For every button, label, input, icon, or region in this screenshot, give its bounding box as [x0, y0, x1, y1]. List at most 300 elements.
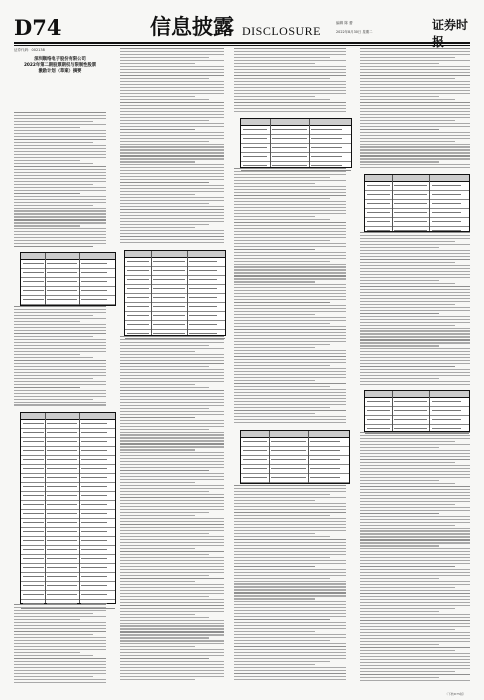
table-row: [241, 153, 351, 162]
table-cell: [127, 333, 149, 334]
text-line: [14, 327, 106, 328]
text-line: [234, 589, 346, 590]
text-line: [360, 132, 470, 133]
table-cell: [367, 428, 390, 429]
table-cell: [127, 279, 149, 280]
table-cell: [272, 165, 307, 166]
text-line: [234, 266, 346, 267]
text-line: [360, 57, 455, 58]
text-line: [120, 185, 224, 186]
text-line: [14, 676, 93, 677]
text-line: [360, 339, 470, 340]
text-line: [360, 93, 470, 94]
table-cell: [189, 288, 217, 289]
text-line: [360, 280, 439, 281]
text-line: [14, 222, 106, 223]
table-cell: [243, 165, 267, 166]
text-line: [120, 581, 195, 582]
text-line: [234, 81, 346, 82]
table-cell: [189, 315, 217, 316]
text-line: [14, 670, 106, 671]
table-cell: [272, 147, 307, 148]
text-line: [14, 607, 106, 608]
text-line: [234, 326, 346, 327]
text-line: [234, 607, 346, 608]
text-line: [234, 105, 346, 106]
text-line: [14, 130, 106, 131]
text-line: [234, 344, 330, 345]
text-line: [14, 643, 106, 644]
table-cell: [81, 495, 107, 496]
text-line: [120, 652, 224, 653]
text-line: [120, 605, 224, 606]
text-line: [234, 398, 346, 399]
text-line: [120, 608, 224, 609]
table-cell: [394, 410, 427, 411]
text-line: [360, 75, 470, 76]
text-line: [234, 422, 346, 423]
text-line: [14, 360, 106, 361]
text-line: [360, 677, 439, 678]
text-line: [360, 135, 470, 136]
text-line: [234, 66, 346, 67]
table-cell: [243, 138, 267, 139]
table-cell: [47, 432, 77, 433]
table-cell: [310, 441, 340, 442]
text-line: [120, 479, 224, 480]
text-line: [14, 231, 106, 232]
text-line: [120, 218, 224, 219]
text-line: [120, 461, 224, 462]
text-line: [360, 533, 470, 534]
text-line: [120, 111, 224, 112]
text-line: [120, 102, 224, 103]
table-cell: [23, 290, 44, 291]
text-line: [120, 176, 224, 177]
text-line: [234, 57, 330, 58]
text-line: [120, 129, 195, 130]
text-line: [120, 405, 224, 406]
text-line: [14, 619, 80, 620]
notice-title-line: 激励计划（草案）摘要: [38, 69, 82, 74]
column-3-text: [234, 168, 346, 425]
table-row: [241, 135, 351, 144]
text-line: [360, 301, 470, 302]
text-line: [120, 354, 224, 355]
text-line: [120, 161, 195, 162]
text-line: [120, 634, 224, 635]
text-line: [360, 492, 470, 493]
table-cell: [47, 423, 77, 424]
table-cell: [432, 410, 461, 411]
table-cell: [81, 441, 107, 442]
text-line: [234, 676, 346, 677]
text-line: [360, 277, 470, 278]
text-line: [360, 590, 470, 591]
text-line: [120, 212, 224, 213]
text-line: [120, 593, 224, 594]
text-line: [234, 180, 346, 181]
text-line: [14, 667, 106, 668]
masthead-rule-thick: [14, 42, 470, 44]
table-cell: [153, 315, 185, 316]
table-row: [21, 510, 115, 519]
text-line: [234, 557, 330, 558]
table-cell: [367, 185, 390, 186]
text-line: [120, 194, 195, 195]
table-cell: [47, 576, 77, 577]
table-row: [21, 528, 115, 537]
table-row: [241, 447, 349, 456]
text-line: [360, 489, 470, 490]
text-line: [14, 342, 106, 343]
text-line: [360, 48, 470, 49]
table-cell: [272, 156, 307, 157]
table-cell: [367, 401, 390, 402]
table-row: [21, 260, 115, 269]
text-line: [360, 629, 455, 630]
table-cell: [432, 185, 461, 186]
table-cell: [311, 147, 342, 148]
text-line: [234, 341, 346, 342]
table-cell: [81, 450, 107, 451]
text-line: [360, 498, 470, 499]
text-line: [120, 563, 224, 564]
text-line: [360, 372, 470, 373]
table-cell: [271, 468, 306, 469]
table-cell: [81, 459, 107, 460]
table-cell: [81, 477, 107, 478]
stock-code: 证券代码：002138: [14, 48, 45, 52]
text-line: [360, 566, 455, 567]
table-cell: [243, 129, 267, 130]
text-line: [120, 524, 224, 525]
text-line: [360, 357, 470, 358]
text-line: [360, 330, 470, 331]
text-line: [120, 670, 224, 671]
text-line: [120, 679, 195, 680]
text-line: [120, 378, 224, 379]
table-row: [21, 537, 115, 546]
text-line: [14, 336, 93, 337]
text-line: [14, 196, 106, 197]
text-line: [234, 207, 346, 208]
table-cell: [153, 333, 185, 334]
text-line: [234, 365, 330, 366]
text-line: [234, 569, 346, 570]
text-line: [120, 120, 209, 121]
text-line: [360, 441, 455, 442]
table-row: [365, 416, 469, 425]
table-cell: [23, 576, 44, 577]
table-rule: [269, 431, 270, 483]
text-line: [120, 533, 209, 534]
table-cell: [81, 522, 107, 523]
text-line: [360, 123, 470, 124]
text-line: [120, 455, 224, 456]
text-line: [120, 539, 224, 540]
table-cell: [271, 477, 306, 478]
text-line: [14, 202, 106, 203]
text-line: [234, 177, 330, 178]
table-cell: [394, 185, 427, 186]
text-line: [234, 287, 346, 288]
text-line: [14, 682, 106, 683]
text-line: [360, 253, 470, 254]
text-line: [14, 205, 93, 206]
table-cell: [153, 297, 185, 298]
text-line: [120, 209, 224, 210]
text-line: [360, 453, 470, 454]
text-line: [234, 359, 346, 360]
table-row: [241, 438, 349, 447]
column-4-text: [360, 232, 470, 387]
text-line: [120, 429, 209, 430]
text-line: [234, 658, 346, 659]
text-line: [120, 485, 224, 486]
text-line: [14, 610, 106, 611]
text-line: [120, 482, 195, 483]
text-line: [234, 566, 315, 567]
text-line: [120, 575, 209, 576]
table-cell: [271, 459, 306, 460]
text-line: [360, 351, 470, 352]
text-line: [14, 369, 106, 370]
text-line: [14, 625, 106, 626]
text-line: [120, 557, 224, 558]
text-line: [234, 512, 346, 513]
text-line: [360, 241, 455, 242]
table-6: [364, 174, 470, 232]
text-line: [234, 314, 315, 315]
table-row: [21, 429, 115, 438]
text-line: [14, 243, 106, 244]
table-cell: [23, 585, 44, 586]
text-line: [234, 96, 315, 97]
text-line: [120, 446, 224, 447]
table-cell: [81, 423, 107, 424]
text-line: [234, 243, 346, 244]
text-line: [120, 643, 224, 644]
text-line: [360, 620, 470, 621]
text-line: [360, 665, 470, 666]
text-line: [360, 614, 470, 615]
text-line: [234, 201, 346, 202]
text-line: [120, 221, 224, 222]
text-line: [360, 522, 470, 523]
text-line: [120, 476, 224, 477]
text-line: [234, 395, 346, 396]
text-line: [234, 652, 346, 653]
text-line: [120, 596, 209, 597]
text-line: [360, 542, 470, 543]
text-line: [360, 283, 455, 284]
text-line: [360, 271, 470, 272]
text-line: [234, 401, 346, 402]
text-line: [120, 625, 224, 626]
text-line: [14, 309, 106, 310]
text-line: [120, 614, 195, 615]
text-line: [360, 435, 470, 436]
text-line: [234, 75, 346, 76]
table-rule: [392, 391, 393, 431]
table-cell: [81, 567, 107, 568]
text-line: [234, 302, 330, 303]
text-line: [360, 587, 455, 588]
table-rule: [309, 119, 310, 167]
text-line: [120, 384, 195, 385]
text-line: [234, 530, 346, 531]
text-line: [14, 390, 106, 391]
text-line: [234, 323, 330, 324]
text-line: [120, 488, 224, 489]
table-cell: [432, 221, 461, 222]
text-line: [120, 628, 224, 629]
text-line: [14, 213, 106, 214]
table-cell: [47, 495, 77, 496]
text-line: [234, 518, 346, 519]
text-line: [360, 381, 470, 382]
text-line: [234, 216, 315, 217]
text-line: [14, 237, 106, 238]
text-line: [234, 509, 346, 510]
text-line: [360, 450, 470, 451]
table-cell: [23, 263, 44, 264]
text-line: [14, 112, 106, 113]
text-line: [234, 269, 346, 270]
text-line: [234, 601, 346, 602]
table-cell: [81, 263, 107, 264]
text-line: [234, 284, 346, 285]
text-line: [234, 111, 346, 112]
table-cell: [23, 540, 44, 541]
text-line: [360, 129, 439, 130]
table-cell: [394, 212, 427, 213]
text-line: [234, 583, 346, 584]
table-cell: [311, 129, 342, 130]
table-cell: [189, 324, 217, 325]
text-line: [360, 578, 439, 579]
text-line: [360, 342, 470, 343]
text-line: [360, 638, 470, 639]
text-line: [360, 313, 439, 314]
table-cell: [81, 468, 107, 469]
text-line: [360, 459, 470, 460]
text-line: [14, 363, 106, 364]
text-line: [360, 360, 470, 361]
text-line: [14, 655, 93, 656]
text-line: [360, 141, 455, 142]
table-cell: [432, 428, 461, 429]
text-line: [234, 189, 346, 190]
text-line: [234, 210, 346, 211]
table-row: [125, 312, 225, 321]
text-line: [120, 164, 224, 165]
text-line: [234, 419, 346, 420]
column-1-text: [14, 604, 106, 685]
text-line: [234, 377, 346, 378]
text-line: [360, 348, 470, 349]
text-line: [234, 258, 346, 259]
text-line: [360, 319, 470, 320]
table-4: [240, 118, 352, 168]
text-line: [360, 539, 470, 540]
table-cell: [311, 138, 342, 139]
text-line: [360, 146, 470, 147]
text-line: [360, 444, 470, 445]
text-line: [234, 551, 346, 552]
page-number: D74: [14, 15, 62, 40]
text-line: [234, 264, 346, 265]
text-line: [234, 299, 346, 300]
text-line: [234, 174, 346, 175]
text-line: [234, 374, 346, 375]
table-header: [241, 119, 351, 126]
text-line: [360, 507, 470, 508]
text-line: [360, 81, 470, 82]
table-cell: [81, 504, 107, 505]
text-line: [14, 658, 106, 659]
text-line: [14, 136, 106, 137]
text-line: [234, 93, 346, 94]
text-line: [120, 242, 224, 243]
table-header: [365, 175, 469, 182]
text-line: [360, 51, 470, 52]
table-cell: [243, 450, 267, 451]
text-line: [120, 135, 224, 136]
text-line: [360, 126, 470, 127]
table-cell: [47, 450, 77, 451]
text-line: [120, 233, 224, 234]
text-line: [14, 399, 93, 400]
text-line: [14, 193, 80, 194]
text-line: [360, 617, 470, 618]
table-row: [21, 546, 115, 555]
text-line: [14, 637, 106, 638]
table-cell: [432, 401, 461, 402]
text-line: [234, 646, 346, 647]
table-row: [125, 258, 225, 267]
table-row: [21, 564, 115, 573]
text-line: [120, 375, 224, 376]
text-line: [360, 438, 470, 439]
text-line: [360, 295, 470, 296]
text-line: [360, 528, 470, 529]
table-row: [21, 555, 115, 564]
text-line: [234, 278, 346, 279]
text-line: [360, 232, 470, 233]
text-line: [120, 51, 224, 52]
table-cell: [127, 324, 149, 325]
text-line: [14, 234, 106, 235]
text-line: [360, 632, 470, 633]
table-row: [241, 144, 351, 153]
text-line: [360, 468, 470, 469]
text-line: [120, 423, 224, 424]
text-line: [120, 452, 224, 453]
text-line: [360, 560, 470, 561]
text-line: [234, 102, 346, 103]
text-line: [120, 60, 224, 61]
table-cell: [367, 221, 390, 222]
table-cell: [23, 468, 44, 469]
text-line: [120, 408, 209, 409]
text-line: [120, 649, 224, 650]
text-line: [360, 671, 455, 672]
text-line: [120, 527, 224, 528]
table-cell: [243, 156, 267, 157]
text-line: [120, 396, 224, 397]
